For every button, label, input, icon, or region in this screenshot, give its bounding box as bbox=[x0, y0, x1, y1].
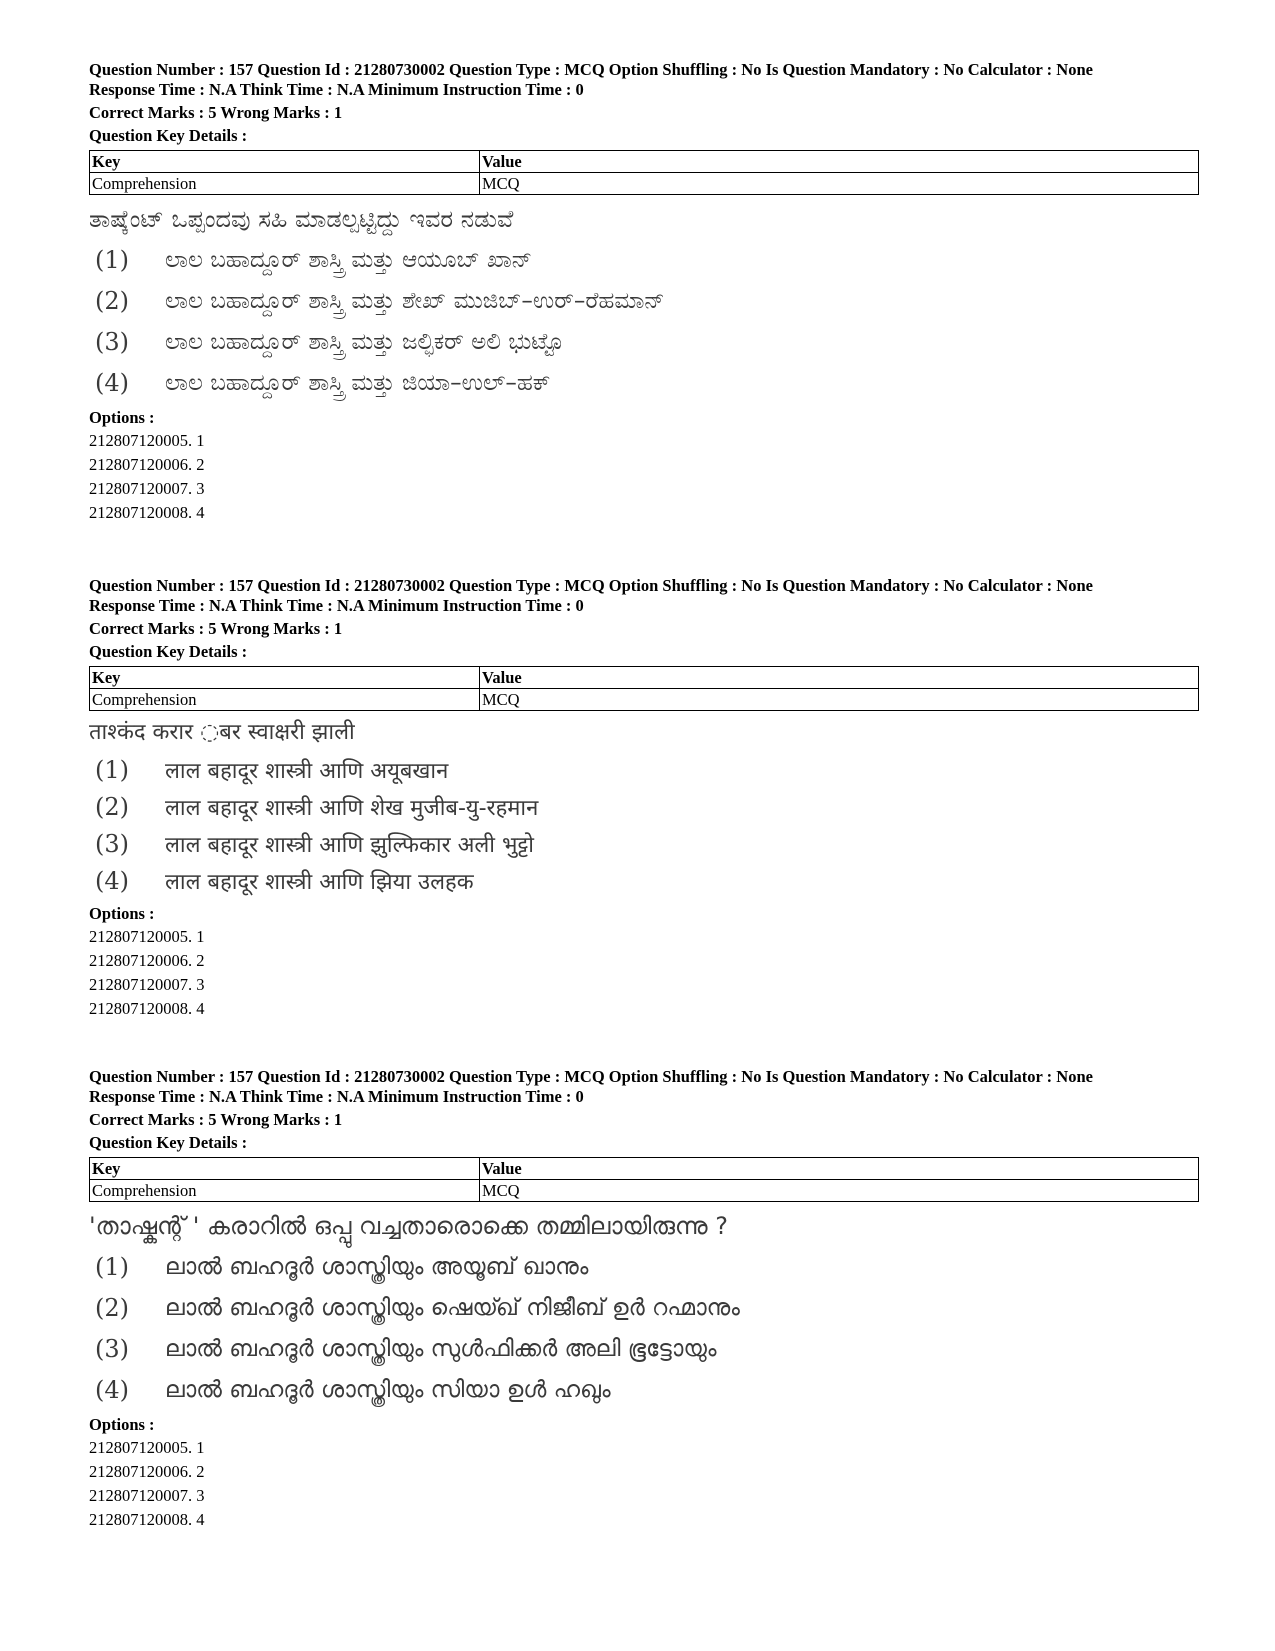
question-block-kannada bbox=[89, 60, 1199, 525]
option-id-line: 212807120006. 2 bbox=[89, 951, 205, 970]
option-id-line: 212807120006. 2 bbox=[89, 1462, 205, 1481]
question-text: ತಾಷ್ಕೆಂಟ್ ಒಪ್ಪಂದವು ಸಹಿ ಮಾಡಲ್ಪಟ್ಟಿದ್ದು ಇವರ ನಡುವೆ bbox=[89, 205, 514, 233]
table-header-value: Value bbox=[480, 1158, 1199, 1180]
option-id-line: 212807120005. 1 bbox=[89, 1438, 205, 1457]
choice-text: लाल बहादूर शास्त्री आणि झुल्फिकार अली भुट्टो bbox=[165, 832, 534, 858]
choice-number: (3) bbox=[95, 327, 129, 356]
marks-line: Correct Marks : 5 Wrong Marks : 1 bbox=[89, 619, 343, 638]
table-header-value: Value bbox=[480, 667, 1199, 689]
choice-item bbox=[89, 825, 1199, 862]
question-image bbox=[89, 717, 1199, 899]
choice-text: ലാൽ ബഹദൂർ ശാസ്ത്രിയും സുൾഫിക്കർ അലി ഭൂട്ടോയും bbox=[165, 1335, 717, 1362]
table-row bbox=[90, 689, 1199, 711]
table-cell-key: Comprehension bbox=[90, 173, 480, 195]
table-cell-value: MCQ bbox=[480, 1180, 1199, 1202]
options-heading: Options : bbox=[89, 904, 155, 923]
table-header-row bbox=[90, 151, 1199, 173]
choice-number: (4) bbox=[95, 1375, 129, 1404]
option-id-line: 212807120007. 3 bbox=[89, 1486, 205, 1505]
choice-number: (1) bbox=[95, 245, 129, 274]
choice-item bbox=[89, 321, 1199, 362]
choice-text: लाल बहादूर शास्त्री आणि अयूबखान bbox=[165, 758, 449, 784]
question-meta-line: Question Number : 157 Question Id : 21280730002 Question Type : MCQ Option Shuffling : No Is Question Mandatory : No Calculator : None bbox=[89, 576, 1093, 595]
question-text: 'താഷ്കന്റ് ' കരാറിൽ ഒപ്പു വച്ചതാരൊക്കെ തമ്മിലായിരുന്നു ? bbox=[89, 1212, 728, 1240]
choice-item bbox=[89, 1246, 1199, 1287]
question-meta-line: Question Number : 157 Question Id : 21280730002 Question Type : MCQ Option Shuffling : No Is Question Mandatory : No Calculator : None bbox=[89, 60, 1093, 79]
choice-number: (3) bbox=[95, 1334, 129, 1363]
choice-number: (1) bbox=[95, 755, 129, 784]
option-id-line: 212807120008. 4 bbox=[89, 1510, 205, 1529]
choice-item bbox=[89, 280, 1199, 321]
choice-text: ലാൽ ബഹദൂർ ശാസ്ത്രിയും സിയാ ഉൾ ഹഖും bbox=[165, 1376, 611, 1403]
choice-text: ലാൽ ബഹദൂർ ശാസ്ത്രിയും ഷെയ്ഖ് നിജീബ് ഉർ റഹ്മാനും bbox=[165, 1294, 740, 1321]
choice-number: (2) bbox=[95, 1293, 129, 1322]
table-cell-value: MCQ bbox=[480, 173, 1199, 195]
key-details-heading: Question Key Details : bbox=[89, 642, 248, 661]
key-details-heading: Question Key Details : bbox=[89, 1133, 248, 1152]
choice-item bbox=[89, 1369, 1199, 1410]
option-id-line: 212807120008. 4 bbox=[89, 503, 205, 522]
timing-meta-line: Response Time : N.A Think Time : N.A Minimum Instruction Time : 0 bbox=[89, 80, 584, 99]
choice-item bbox=[89, 239, 1199, 280]
question-image bbox=[89, 201, 1199, 403]
choice-item bbox=[89, 862, 1199, 899]
timing-meta-line: Response Time : N.A Think Time : N.A Minimum Instruction Time : 0 bbox=[89, 596, 584, 615]
option-id-line: 212807120007. 3 bbox=[89, 975, 205, 994]
key-details-table bbox=[89, 666, 1199, 711]
table-header-key: Key bbox=[90, 151, 480, 173]
option-id-line: 212807120008. 4 bbox=[89, 999, 205, 1018]
options-heading: Options : bbox=[89, 1415, 155, 1434]
timing-meta-line: Response Time : N.A Think Time : N.A Minimum Instruction Time : 0 bbox=[89, 1087, 584, 1106]
table-row bbox=[90, 173, 1199, 195]
choice-text: ಲಾಲ ಬಹಾದ್ದೂರ್ ಶಾಸ್ತ್ರಿ ಮತ್ತು ಜಿಯಾ–ಉಲ್–ಹಕ್ bbox=[165, 369, 551, 396]
marks-line: Correct Marks : 5 Wrong Marks : 1 bbox=[89, 103, 343, 122]
option-id-line: 212807120005. 1 bbox=[89, 927, 205, 946]
key-details-table bbox=[89, 1157, 1199, 1202]
table-header-value: Value bbox=[480, 151, 1199, 173]
choice-item bbox=[89, 788, 1199, 825]
choice-item bbox=[89, 362, 1199, 403]
option-id-line: 212807120005. 1 bbox=[89, 431, 205, 450]
table-cell-key: Comprehension bbox=[90, 689, 480, 711]
choice-item bbox=[89, 1328, 1199, 1369]
question-block-marathi bbox=[89, 576, 1199, 1021]
choice-text: ലാൽ ബഹദൂർ ശാസ്ത്രിയും അയൂബ് ഖാനും bbox=[165, 1253, 589, 1280]
key-details-table bbox=[89, 150, 1199, 195]
option-id-line: 212807120006. 2 bbox=[89, 455, 205, 474]
choice-text: ಲಾಲ ಬಹಾದ್ದೂರ್ ಶಾಸ್ತ್ರಿ ಮತ್ತು ಶೇಖ್ ಮುಜಿಬ್–ಉರ್–ರೆಹಮಾನ್ bbox=[165, 287, 665, 314]
table-cell-key: Comprehension bbox=[90, 1180, 480, 1202]
choice-number: (3) bbox=[95, 829, 129, 858]
table-header-row bbox=[90, 667, 1199, 689]
option-id-line: 212807120007. 3 bbox=[89, 479, 205, 498]
key-details-heading: Question Key Details : bbox=[89, 126, 248, 145]
question-image bbox=[89, 1208, 1199, 1410]
choice-number: (4) bbox=[95, 866, 129, 895]
choice-number: (1) bbox=[95, 1252, 129, 1281]
choice-text: ಲಾಲ ಬಹಾದ್ದೂರ್ ಶಾಸ್ತ್ರಿ ಮತ್ತು ಜಲ್ಫಿಕರ್ ಅಲಿ ಭುಟ್ಟೊ bbox=[165, 328, 564, 355]
table-cell-value: MCQ bbox=[480, 689, 1199, 711]
choice-text: लाल बहादूर शास्त्री आणि शेख मुजीब-यु-रहमान bbox=[165, 795, 539, 821]
choice-number: (4) bbox=[95, 368, 129, 397]
choice-text: लाल बहादूर शास्त्री आणि झिया उलहक bbox=[165, 869, 474, 895]
choice-number: (2) bbox=[95, 286, 129, 315]
question-meta-line: Question Number : 157 Question Id : 21280730002 Question Type : MCQ Option Shuffling : No Is Question Mandatory : No Calculator : None bbox=[89, 1067, 1093, 1086]
table-row bbox=[90, 1180, 1199, 1202]
choice-number: (2) bbox=[95, 792, 129, 821]
marks-line: Correct Marks : 5 Wrong Marks : 1 bbox=[89, 1110, 343, 1129]
question-block-malayalam bbox=[89, 1067, 1199, 1532]
table-header-key: Key bbox=[90, 667, 480, 689]
options-heading: Options : bbox=[89, 408, 155, 427]
table-header-key: Key bbox=[90, 1158, 480, 1180]
question-text: ताश्कंद करार ◌बर स्वाक्षरी झाली bbox=[89, 720, 355, 745]
choice-text: ಲಾಲ ಬಹಾದ್ದೂರ್ ಶಾಸ್ತ್ರಿ ಮತ್ತು ಆಯೂಬ್ ಖಾನ್ bbox=[165, 246, 533, 273]
choice-item bbox=[89, 751, 1199, 788]
choice-item bbox=[89, 1287, 1199, 1328]
table-header-row bbox=[90, 1158, 1199, 1180]
